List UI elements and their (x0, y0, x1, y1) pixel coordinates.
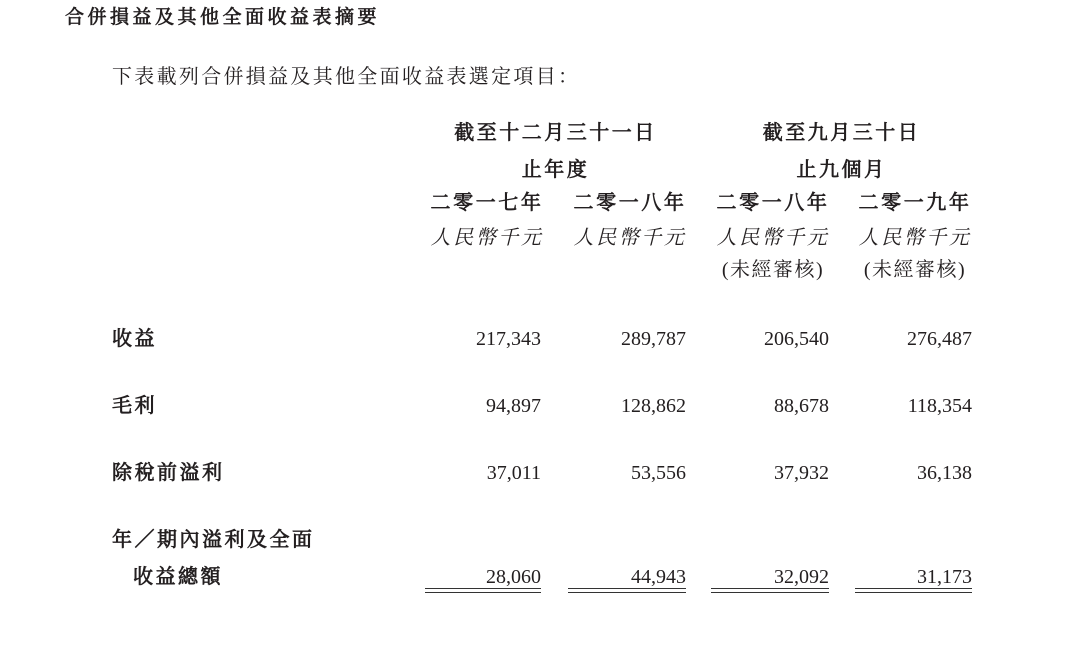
column-year-2: 二零一八年 (573, 192, 687, 214)
double-underline (711, 588, 829, 593)
double-underline (855, 588, 972, 593)
table-cell: 44,943 (631, 566, 686, 588)
table-cell: 28,060 (486, 566, 541, 588)
table-cell: 37,932 (774, 462, 829, 484)
column-unit-1: 人民幣千元 (430, 227, 544, 249)
table-cell: 276,487 (907, 328, 972, 350)
table-cell: 94,897 (486, 395, 541, 417)
column-unit-3: 人民幣千元 (716, 227, 830, 249)
table-cell: 206,540 (764, 328, 829, 350)
table-cell: 128,862 (621, 395, 686, 417)
row-label-gross-profit: 毛利 (112, 395, 157, 417)
double-underline (425, 588, 541, 593)
table-cell: 289,787 (621, 328, 686, 350)
table-cell: 217,343 (476, 328, 541, 350)
double-underline (568, 588, 686, 593)
table-cell: 88,678 (774, 395, 829, 417)
table-cell: 31,173 (917, 566, 972, 588)
column-unit-2: 人民幣千元 (573, 227, 687, 249)
group-header-year-ended-line1: 截至十二月三十一日 (454, 122, 657, 144)
row-label-total-comprehensive-line1: 年／期內溢利及全面 (112, 529, 315, 551)
column-year-1: 二零一七年 (430, 192, 544, 214)
table-cell: 37,011 (486, 462, 541, 484)
column-note-3: (未經審核) (721, 259, 825, 281)
table-cell: 36,138 (917, 462, 972, 484)
column-year-4: 二零一九年 (858, 192, 972, 214)
group-header-nine-months-line1: 截至九月三十日 (762, 122, 921, 144)
column-unit-4: 人民幣千元 (858, 227, 972, 249)
group-header-nine-months-line2: 止九個月 (796, 159, 887, 181)
table-cell: 53,556 (631, 462, 686, 484)
row-label-total-comprehensive-line2: 收益總額 (133, 566, 223, 588)
table-cell: 118,354 (907, 395, 972, 417)
table-cell: 32,092 (774, 566, 829, 588)
row-label-profit-before-tax: 除稅前溢利 (112, 462, 225, 484)
column-year-3: 二零一八年 (716, 192, 830, 214)
intro-sentence: 下表載列合併損益及其他全面收益表選定項目： (112, 66, 581, 88)
group-header-year-ended-line2: 止年度 (521, 159, 590, 181)
row-label-revenue: 收益 (112, 328, 157, 350)
section-title: 合併損益及其他全面收益表摘要 (65, 7, 381, 28)
column-note-4: (未經審核) (863, 259, 967, 281)
